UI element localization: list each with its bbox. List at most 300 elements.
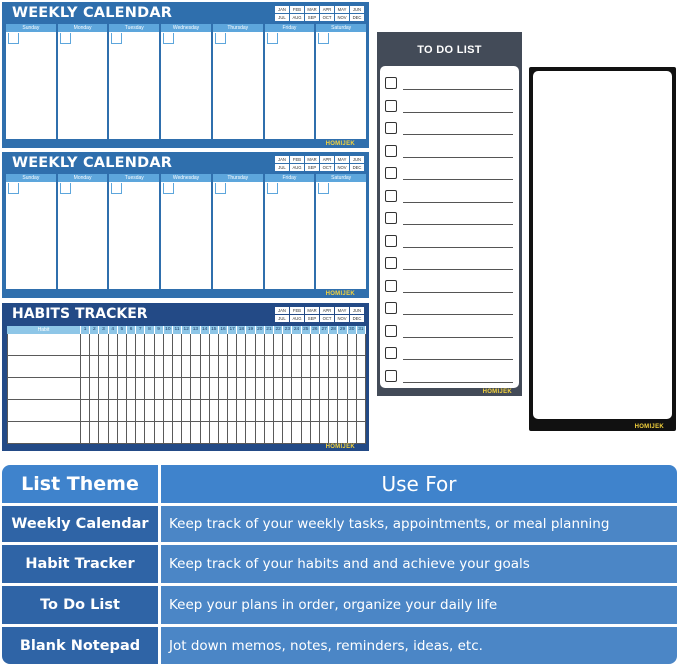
day-number: 18 (237, 326, 246, 334)
habit-check-cell (136, 422, 145, 444)
todo-sheet (380, 66, 519, 388)
habit-check-cell (246, 422, 255, 444)
day-label: Wednesday (161, 174, 211, 182)
habit-check-cell (210, 378, 219, 400)
habit-check-cell (90, 334, 99, 356)
habit-check-cell (348, 378, 357, 400)
habit-check-cell (81, 356, 90, 378)
month-cell: JAN (275, 6, 289, 13)
header-use: Use For (161, 465, 677, 503)
habit-check-cell (210, 356, 219, 378)
habit-check-cell (237, 356, 246, 378)
month-cell: JAN (275, 156, 289, 163)
habit-check-cell (109, 378, 118, 400)
habit-check-cell (118, 356, 127, 378)
habit-check-cell (357, 400, 366, 422)
day-number-box (267, 33, 278, 44)
habit-check-cell (164, 356, 173, 378)
month-cell: JUL (275, 315, 289, 322)
day-number: 13 (191, 326, 200, 334)
habit-check-cell (127, 422, 136, 444)
day-column (213, 24, 263, 139)
month-cell: AUG (290, 14, 304, 21)
day-number: 7 (136, 326, 145, 334)
habit-check-cell (302, 378, 311, 400)
day-column (109, 174, 159, 289)
habit-check-cell (182, 400, 191, 422)
habit-check-cell (357, 334, 366, 356)
habit-check-cell (136, 400, 145, 422)
habit-check-cell (219, 422, 228, 444)
habit-check-cell (265, 422, 274, 444)
habit-check-cell (182, 378, 191, 400)
habit-check-cell (127, 356, 136, 378)
habit-check-cell (155, 334, 164, 356)
habit-check-cell (348, 422, 357, 444)
day-number-box (215, 33, 226, 44)
habit-check-cell (237, 334, 246, 356)
day-label: Friday (265, 24, 315, 32)
todo-item (385, 235, 513, 249)
todo-title: TO DO LIST (417, 44, 482, 56)
day-number: 29 (338, 326, 347, 334)
habit-check-cell (145, 378, 154, 400)
day-number: 8 (145, 326, 154, 334)
habit-check-cell (292, 356, 301, 378)
habit-check-cell (109, 334, 118, 356)
day-number-box (318, 33, 329, 44)
habit-check-cell (99, 356, 108, 378)
habit-check-cell (201, 334, 210, 356)
day-number: 4 (109, 326, 118, 334)
habit-check-cell (81, 334, 90, 356)
month-cell: OCT (320, 315, 334, 322)
day-column (58, 174, 108, 289)
habit-check-cell (292, 334, 301, 356)
day-number: 23 (283, 326, 292, 334)
day-number: 14 (201, 326, 210, 334)
habit-check-cell (201, 422, 210, 444)
day-label: Friday (265, 174, 315, 182)
calendar-title: WEEKLY CALENDAR (12, 155, 173, 171)
month-cell: OCT (320, 164, 334, 171)
habit-check-cell (329, 378, 338, 400)
todo-line (403, 112, 513, 113)
habit-name-cell (7, 334, 81, 356)
habit-check-cell (145, 400, 154, 422)
habit-check-cell (145, 356, 154, 378)
habit-check-cell (99, 378, 108, 400)
todo-item (385, 257, 513, 271)
checkbox-icon (385, 212, 397, 224)
month-cell: MAY (335, 156, 349, 163)
habit-check-cell (228, 334, 237, 356)
habit-check-cell (265, 378, 274, 400)
month-cell: NOV (335, 315, 349, 322)
table-row (2, 545, 677, 583)
day-label: Thursday (213, 24, 263, 32)
habit-check-cell (219, 400, 228, 422)
habit-check-cell (357, 378, 366, 400)
month-selector (275, 6, 364, 21)
weekly-calendar-1 (2, 2, 369, 148)
day-number: 3 (99, 326, 108, 334)
habit-check-cell (320, 334, 329, 356)
day-label: Tuesday (109, 24, 159, 32)
habit-check-cell (320, 378, 329, 400)
day-column (161, 24, 211, 139)
habit-check-cell (274, 422, 283, 444)
month-cell: AUG (290, 164, 304, 171)
month-cell: DEC (350, 14, 364, 21)
habit-check-cell (274, 356, 283, 378)
habit-check-cell (338, 378, 347, 400)
habit-check-cell (182, 334, 191, 356)
habit-check-cell (302, 356, 311, 378)
habit-check-cell (237, 422, 246, 444)
habit-check-cell (173, 334, 182, 356)
habit-check-cell (191, 422, 200, 444)
day-number: 15 (210, 326, 219, 334)
habit-check-cell (81, 422, 90, 444)
todo-line (403, 134, 513, 135)
checkbox-icon (385, 145, 397, 157)
calendar-days (6, 24, 366, 139)
habit-check-cell (136, 356, 145, 378)
checkbox-icon (385, 122, 397, 134)
habit-check-cell (210, 334, 219, 356)
todo-line (403, 359, 513, 360)
day-number: 25 (302, 326, 311, 334)
month-cell: JUL (275, 164, 289, 171)
day-label: Tuesday (109, 174, 159, 182)
habit-check-cell (164, 378, 173, 400)
habit-check-cell (99, 422, 108, 444)
habit-check-cell (81, 378, 90, 400)
day-column (161, 174, 211, 289)
habit-check-cell (329, 400, 338, 422)
todo-item (385, 212, 513, 226)
habit-check-cell (246, 400, 255, 422)
checkbox-icon (385, 77, 397, 89)
habit-check-cell (265, 400, 274, 422)
habit-check-cell (136, 378, 145, 400)
habits-title: HABITS TRACKER (12, 306, 148, 322)
habit-check-cell (329, 356, 338, 378)
todo-line (403, 179, 513, 180)
todo-item (385, 167, 513, 181)
checkbox-icon (385, 280, 397, 292)
habit-check-cell (164, 422, 173, 444)
habit-name-cell (7, 400, 81, 422)
habit-name-cell (7, 378, 81, 400)
day-number-box (267, 183, 278, 194)
habit-check-cell (191, 334, 200, 356)
day-number-box (60, 33, 71, 44)
day-number-box (163, 183, 174, 194)
habit-check-cell (283, 356, 292, 378)
habit-check-cell (191, 378, 200, 400)
habit-check-cell (210, 400, 219, 422)
month-cell: MAY (335, 307, 349, 314)
habit-check-cell (109, 356, 118, 378)
day-number-box (215, 183, 226, 194)
day-number-box (8, 183, 19, 194)
habit-check-cell (302, 334, 311, 356)
habit-check-cell (292, 422, 301, 444)
row-use: Jot down memos, notes, reminders, ideas, etc. (161, 627, 677, 664)
habit-check-cell (201, 356, 210, 378)
day-number-box (163, 33, 174, 44)
todo-line (403, 314, 513, 315)
habit-check-cell (155, 378, 164, 400)
day-number-box (60, 183, 71, 194)
day-column (58, 24, 108, 139)
month-cell: SEP (305, 164, 319, 171)
habit-check-cell (311, 334, 320, 356)
table-row (2, 506, 677, 542)
day-column (109, 24, 159, 139)
calendar-title: WEEKLY CALENDAR (12, 5, 173, 21)
habit-check-cell (256, 356, 265, 378)
habit-check-cell (109, 422, 118, 444)
habit-check-cell (201, 400, 210, 422)
day-number: 27 (320, 326, 329, 334)
habit-check-cell (118, 334, 127, 356)
todo-line (403, 247, 513, 248)
habit-check-cell (127, 400, 136, 422)
day-number-box (111, 33, 122, 44)
habit-check-cell (265, 334, 274, 356)
habits-grid (7, 326, 366, 444)
day-number: 2 (90, 326, 99, 334)
habit-check-cell (164, 400, 173, 422)
brand-logo: HOMIJEK (325, 291, 355, 297)
habit-check-cell (338, 334, 347, 356)
habit-check-cell (283, 422, 292, 444)
day-label: Sunday (6, 174, 56, 182)
habit-check-cell (237, 378, 246, 400)
day-number: 12 (182, 326, 191, 334)
habit-check-cell (256, 334, 265, 356)
day-label: Sunday (6, 24, 56, 32)
habit-check-cell (182, 422, 191, 444)
habit-check-cell (357, 356, 366, 378)
month-cell: APR (320, 156, 334, 163)
day-number: 21 (265, 326, 274, 334)
table-row (2, 586, 677, 624)
habit-check-cell (201, 378, 210, 400)
habit-check-cell (338, 356, 347, 378)
habit-check-cell (320, 422, 329, 444)
use-table (2, 465, 677, 664)
habit-check-cell (338, 400, 347, 422)
day-number: 22 (274, 326, 283, 334)
habit-check-cell (145, 422, 154, 444)
day-column (316, 24, 366, 139)
checkbox-icon (385, 370, 397, 382)
todo-item (385, 370, 513, 384)
habit-header: Habit (7, 326, 81, 334)
habit-check-cell (155, 400, 164, 422)
habit-check-cell (274, 334, 283, 356)
habit-check-cell (292, 378, 301, 400)
row-theme: Blank Notepad (2, 627, 158, 664)
brand-logo: HOMIJEK (634, 424, 664, 430)
checkbox-icon (385, 347, 397, 359)
habit-check-cell (90, 422, 99, 444)
day-number: 28 (329, 326, 338, 334)
todo-item (385, 100, 513, 114)
day-number-box (8, 33, 19, 44)
row-use: Keep track of your weekly tasks, appointments, or meal planning (161, 506, 677, 542)
habit-check-cell (256, 422, 265, 444)
month-cell: NOV (335, 164, 349, 171)
day-label: Thursday (213, 174, 263, 182)
todo-item (385, 280, 513, 294)
row-theme: Habit Tracker (2, 545, 158, 583)
habit-check-cell (173, 422, 182, 444)
todo-line (403, 157, 513, 158)
todo-line (403, 269, 513, 270)
habit-check-cell (256, 378, 265, 400)
habit-check-cell (118, 378, 127, 400)
checkbox-icon (385, 325, 397, 337)
habit-check-cell (228, 400, 237, 422)
day-column (316, 174, 366, 289)
habit-name-cell (7, 422, 81, 444)
day-label: Saturday (316, 24, 366, 32)
row-theme: Weekly Calendar (2, 506, 158, 542)
habit-check-cell (311, 378, 320, 400)
habit-check-cell (311, 400, 320, 422)
todo-line (403, 382, 513, 383)
month-cell: FEB (290, 307, 304, 314)
day-number: 31 (357, 326, 366, 334)
day-number: 16 (219, 326, 228, 334)
habit-check-cell (348, 334, 357, 356)
habit-check-cell (357, 422, 366, 444)
todo-line (403, 292, 513, 293)
habits-tracker (2, 303, 369, 451)
row-use: Keep track of your habits and and achieve your goals (161, 545, 677, 583)
todo-line (403, 224, 513, 225)
month-cell: SEP (305, 14, 319, 21)
checkbox-icon (385, 167, 397, 179)
table-row (2, 627, 677, 664)
habit-name-cell (7, 356, 81, 378)
habit-check-cell (219, 334, 228, 356)
brand-logo: HOMIJEK (325, 444, 355, 450)
day-number: 30 (348, 326, 357, 334)
month-cell: DEC (350, 315, 364, 322)
habit-check-cell (173, 378, 182, 400)
habit-check-cell (311, 422, 320, 444)
habit-check-cell (320, 356, 329, 378)
habit-check-cell (320, 400, 329, 422)
day-number: 20 (256, 326, 265, 334)
month-cell: FEB (290, 6, 304, 13)
day-label: Saturday (316, 174, 366, 182)
habit-check-cell (90, 356, 99, 378)
header-theme: List Theme (2, 465, 158, 503)
todo-item (385, 190, 513, 204)
row-use: Keep your plans in order, organize your daily life (161, 586, 677, 624)
habit-check-cell (173, 356, 182, 378)
habit-check-cell (99, 334, 108, 356)
day-number: 6 (127, 326, 136, 334)
table-header (2, 465, 677, 503)
todo-item (385, 302, 513, 316)
habit-check-cell (155, 422, 164, 444)
habit-check-cell (329, 334, 338, 356)
habit-check-cell (329, 422, 338, 444)
habit-check-cell (237, 400, 246, 422)
habit-check-cell (109, 400, 118, 422)
habit-check-cell (228, 378, 237, 400)
todo-item (385, 77, 513, 91)
day-number-box (318, 183, 329, 194)
habit-check-cell (127, 378, 136, 400)
day-number: 5 (118, 326, 127, 334)
day-column (6, 24, 56, 139)
checkbox-icon (385, 302, 397, 314)
day-column (6, 174, 56, 289)
month-cell: JUN (350, 307, 364, 314)
habit-check-cell (219, 356, 228, 378)
habit-check-cell (292, 400, 301, 422)
day-label: Wednesday (161, 24, 211, 32)
month-cell: MAR (305, 156, 319, 163)
month-cell: DEC (350, 164, 364, 171)
month-cell: OCT (320, 14, 334, 21)
habit-check-cell (210, 422, 219, 444)
habit-check-cell (136, 334, 145, 356)
habit-check-cell (99, 400, 108, 422)
habit-check-cell (228, 422, 237, 444)
todo-item (385, 347, 513, 361)
habit-check-cell (265, 356, 274, 378)
habit-check-cell (90, 400, 99, 422)
month-cell: SEP (305, 315, 319, 322)
habit-check-cell (127, 334, 136, 356)
blank-sheet (533, 71, 672, 419)
calendar-days (6, 174, 366, 289)
habit-check-cell (348, 356, 357, 378)
habit-check-cell (338, 422, 347, 444)
habit-check-cell (173, 400, 182, 422)
habit-check-cell (118, 400, 127, 422)
habit-check-cell (246, 356, 255, 378)
brand-logo: HOMIJEK (325, 141, 355, 147)
habit-check-cell (274, 378, 283, 400)
month-cell: JUN (350, 6, 364, 13)
weekly-calendar-2 (2, 152, 369, 298)
month-cell: JUN (350, 156, 364, 163)
habit-check-cell (118, 422, 127, 444)
blank-notepad (529, 67, 676, 431)
habit-check-cell (348, 400, 357, 422)
day-number: 24 (292, 326, 301, 334)
todo-item (385, 325, 513, 339)
habit-check-cell (274, 400, 283, 422)
checkbox-icon (385, 235, 397, 247)
habit-check-cell (246, 378, 255, 400)
day-number: 26 (311, 326, 320, 334)
day-number: 1 (81, 326, 90, 334)
checkbox-icon (385, 100, 397, 112)
habit-check-cell (302, 400, 311, 422)
